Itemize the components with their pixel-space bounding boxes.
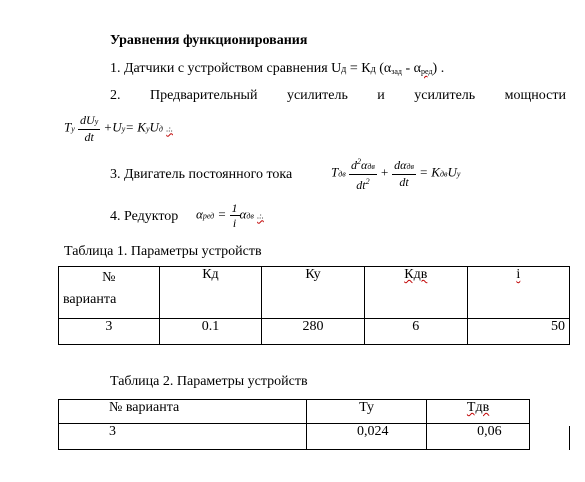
table-1-row	[59, 319, 570, 345]
doc-title: Уравнения функционирования	[110, 33, 308, 48]
table-2-header-variant: № варианта	[59, 400, 307, 424]
equation-amplifier: Tу $\frac{\text{dUу}}{dt}$ +Uу= KуUд .:.	[64, 113, 173, 144]
table-1-caption: Таблица 1. Параметры устройств	[64, 244, 262, 259]
equation-reducer: αред = $\frac{1}{i}$ αдв .:.	[196, 201, 264, 230]
table-1-header-ku: Ку	[262, 267, 365, 319]
item-2-amplifier: 2. Предварительный усилитель и усилитель мощности	[110, 88, 566, 103]
table-1-cell-variant: 3	[59, 319, 160, 345]
table-2-cell-variant: 3	[59, 424, 307, 450]
table-1-cell-kdv: 6	[364, 319, 467, 345]
table-2	[58, 399, 530, 450]
item-4-reducer: 4. Редуктор	[110, 209, 179, 224]
table-2-header-tdv: Тдв	[427, 400, 530, 424]
table-2-header-tu: Ту	[307, 400, 427, 424]
table-1-cell-kd: 0.1	[159, 319, 261, 345]
item-3-motor: 3. Двигатель постоянного тока	[110, 167, 293, 182]
table-1-cell-ku: 280	[262, 319, 365, 345]
table-2-row	[59, 424, 530, 450]
table-1-header-variant: № варианта	[59, 267, 160, 319]
text-cursor-line	[569, 426, 570, 450]
table-1-header-kdv: Кдв	[364, 267, 467, 319]
equation-motor: Tдв $\frac{d^2\alpha дв}{dt^2}$ + $\frac{\text{dαдв}}{dt}$ = KдвUу	[331, 157, 461, 192]
table-2-cell-tdv: 0,06	[427, 424, 530, 450]
table-2-header-row	[59, 400, 530, 424]
table-1-cell-i: 50	[467, 319, 569, 345]
table-1-header-kd: Кд	[159, 267, 261, 319]
item-1-sensors: 1. Датчики с устройством сравнения Uд = Кд (αзад - αред) .	[110, 61, 445, 76]
table-1-header-i: i	[467, 267, 569, 319]
table-1-header-row	[59, 267, 570, 319]
table-2-cell-tu: 0,024	[307, 424, 427, 450]
table-1	[58, 266, 570, 345]
table-2-caption: Таблица 2. Параметры устройств	[110, 374, 308, 389]
